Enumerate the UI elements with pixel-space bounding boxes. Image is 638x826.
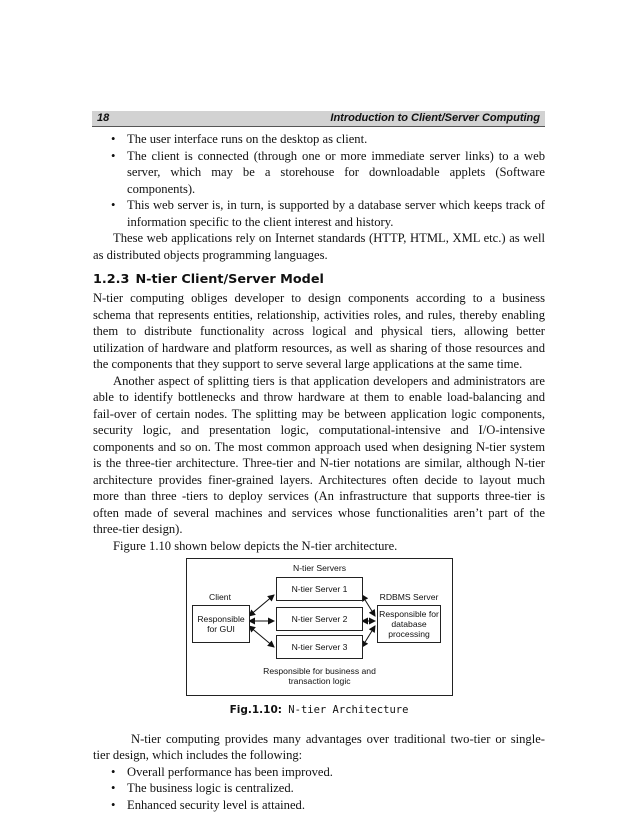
bullet-list-bottom	[93, 764, 545, 814]
rdbms-box: Responsible for database processing	[377, 605, 441, 643]
figure-caption	[93, 702, 545, 719]
list-item: • Overall performance has been improved.	[93, 764, 545, 781]
running-header	[92, 111, 545, 127]
ntier-architecture-diagram	[186, 558, 453, 696]
page-body	[93, 131, 545, 813]
page-number: 18	[97, 112, 110, 124]
arrow-server3-rdbms	[362, 626, 375, 647]
rdbms-label: RDBMS Server	[379, 592, 439, 602]
paragraph-web-apps: These web applications rely on Internet standards (HTTP, HTML, XML etc.) as well as distributed objects programming languages.	[93, 231, 545, 262]
ntier-servers-label: N-tier Servers	[292, 563, 346, 573]
client-label: Client	[209, 592, 231, 602]
section-number: 1.2.3	[93, 272, 130, 287]
arrow-client-server1	[249, 595, 274, 616]
business-logic-label: Responsible for business and transaction logic	[263, 666, 376, 686]
running-title: Introduction to Client/Server Computing	[330, 112, 540, 124]
bullet-list-top	[93, 131, 545, 230]
client-box: Responsible for GUI	[192, 605, 250, 643]
arrow-client-server3	[249, 626, 274, 647]
paragraph-ntier-2: Another aspect of splitting tiers is that application developers and administrators are able to identify bottlenecks and throw hardware at them to enable load-balancing and fail-over of certain nodes. The splitting may be between application logic components, security logic, and presentation logic, computational-intensive and I/O-intensive components and so on. The most common approach used when designing N-tier system is the three-tier architecture. Three-tier and N-tier notations are similar, although N-tier architecture provides finer-grained layers. Architectures often decide to layout much more than three -tiers to deploy services (An infrastructure that supports three-tier is often made of several machines and services whose functionalities aren’t part of the three-tier design).	[93, 373, 545, 536]
server3-box: N-tier Server 3	[276, 635, 363, 659]
caption-prefix: Fig.1.10:	[229, 704, 282, 716]
paragraph-advantages: N-tier computing provides many advantages over traditional two-tier or single-tier design, which includes the following:	[93, 731, 545, 762]
list-item: • Enhanced security level is attained.	[93, 797, 545, 814]
server2-box: N-tier Server 2	[276, 607, 363, 631]
server1-box: N-tier Server 1	[276, 577, 363, 601]
list-item: • This web server is, in turn, is supported by a database server which keeps track of information specific to the client interest and history.	[93, 197, 545, 230]
paragraph-figure-ref: Figure 1.10 shown below depicts the N-tier architecture.	[113, 538, 398, 553]
paragraph-ntier-1: N-tier computing obliges developer to design components according to a business schema that represents entities, relationship, activities roles, and rules, thereby enabling them to distribute functionality across logical and physical tiers, allowing better utilization of hardware and platform resources, as well as sharing of those resources and the components that they support to serve several large applications at the same time.	[93, 291, 545, 371]
section-heading	[93, 272, 545, 287]
list-item: • The client is connected (through one or more immediate server links) to a web server, which may be a storehouse for downloadable applets (Software components).	[93, 148, 545, 198]
list-item: • The user interface runs on the desktop as client.	[93, 131, 545, 148]
section-title: N-tier Client/Server Model	[135, 272, 324, 287]
caption-text: N-tier Architecture	[288, 704, 409, 716]
list-item: • The business logic is centralized.	[93, 780, 545, 797]
